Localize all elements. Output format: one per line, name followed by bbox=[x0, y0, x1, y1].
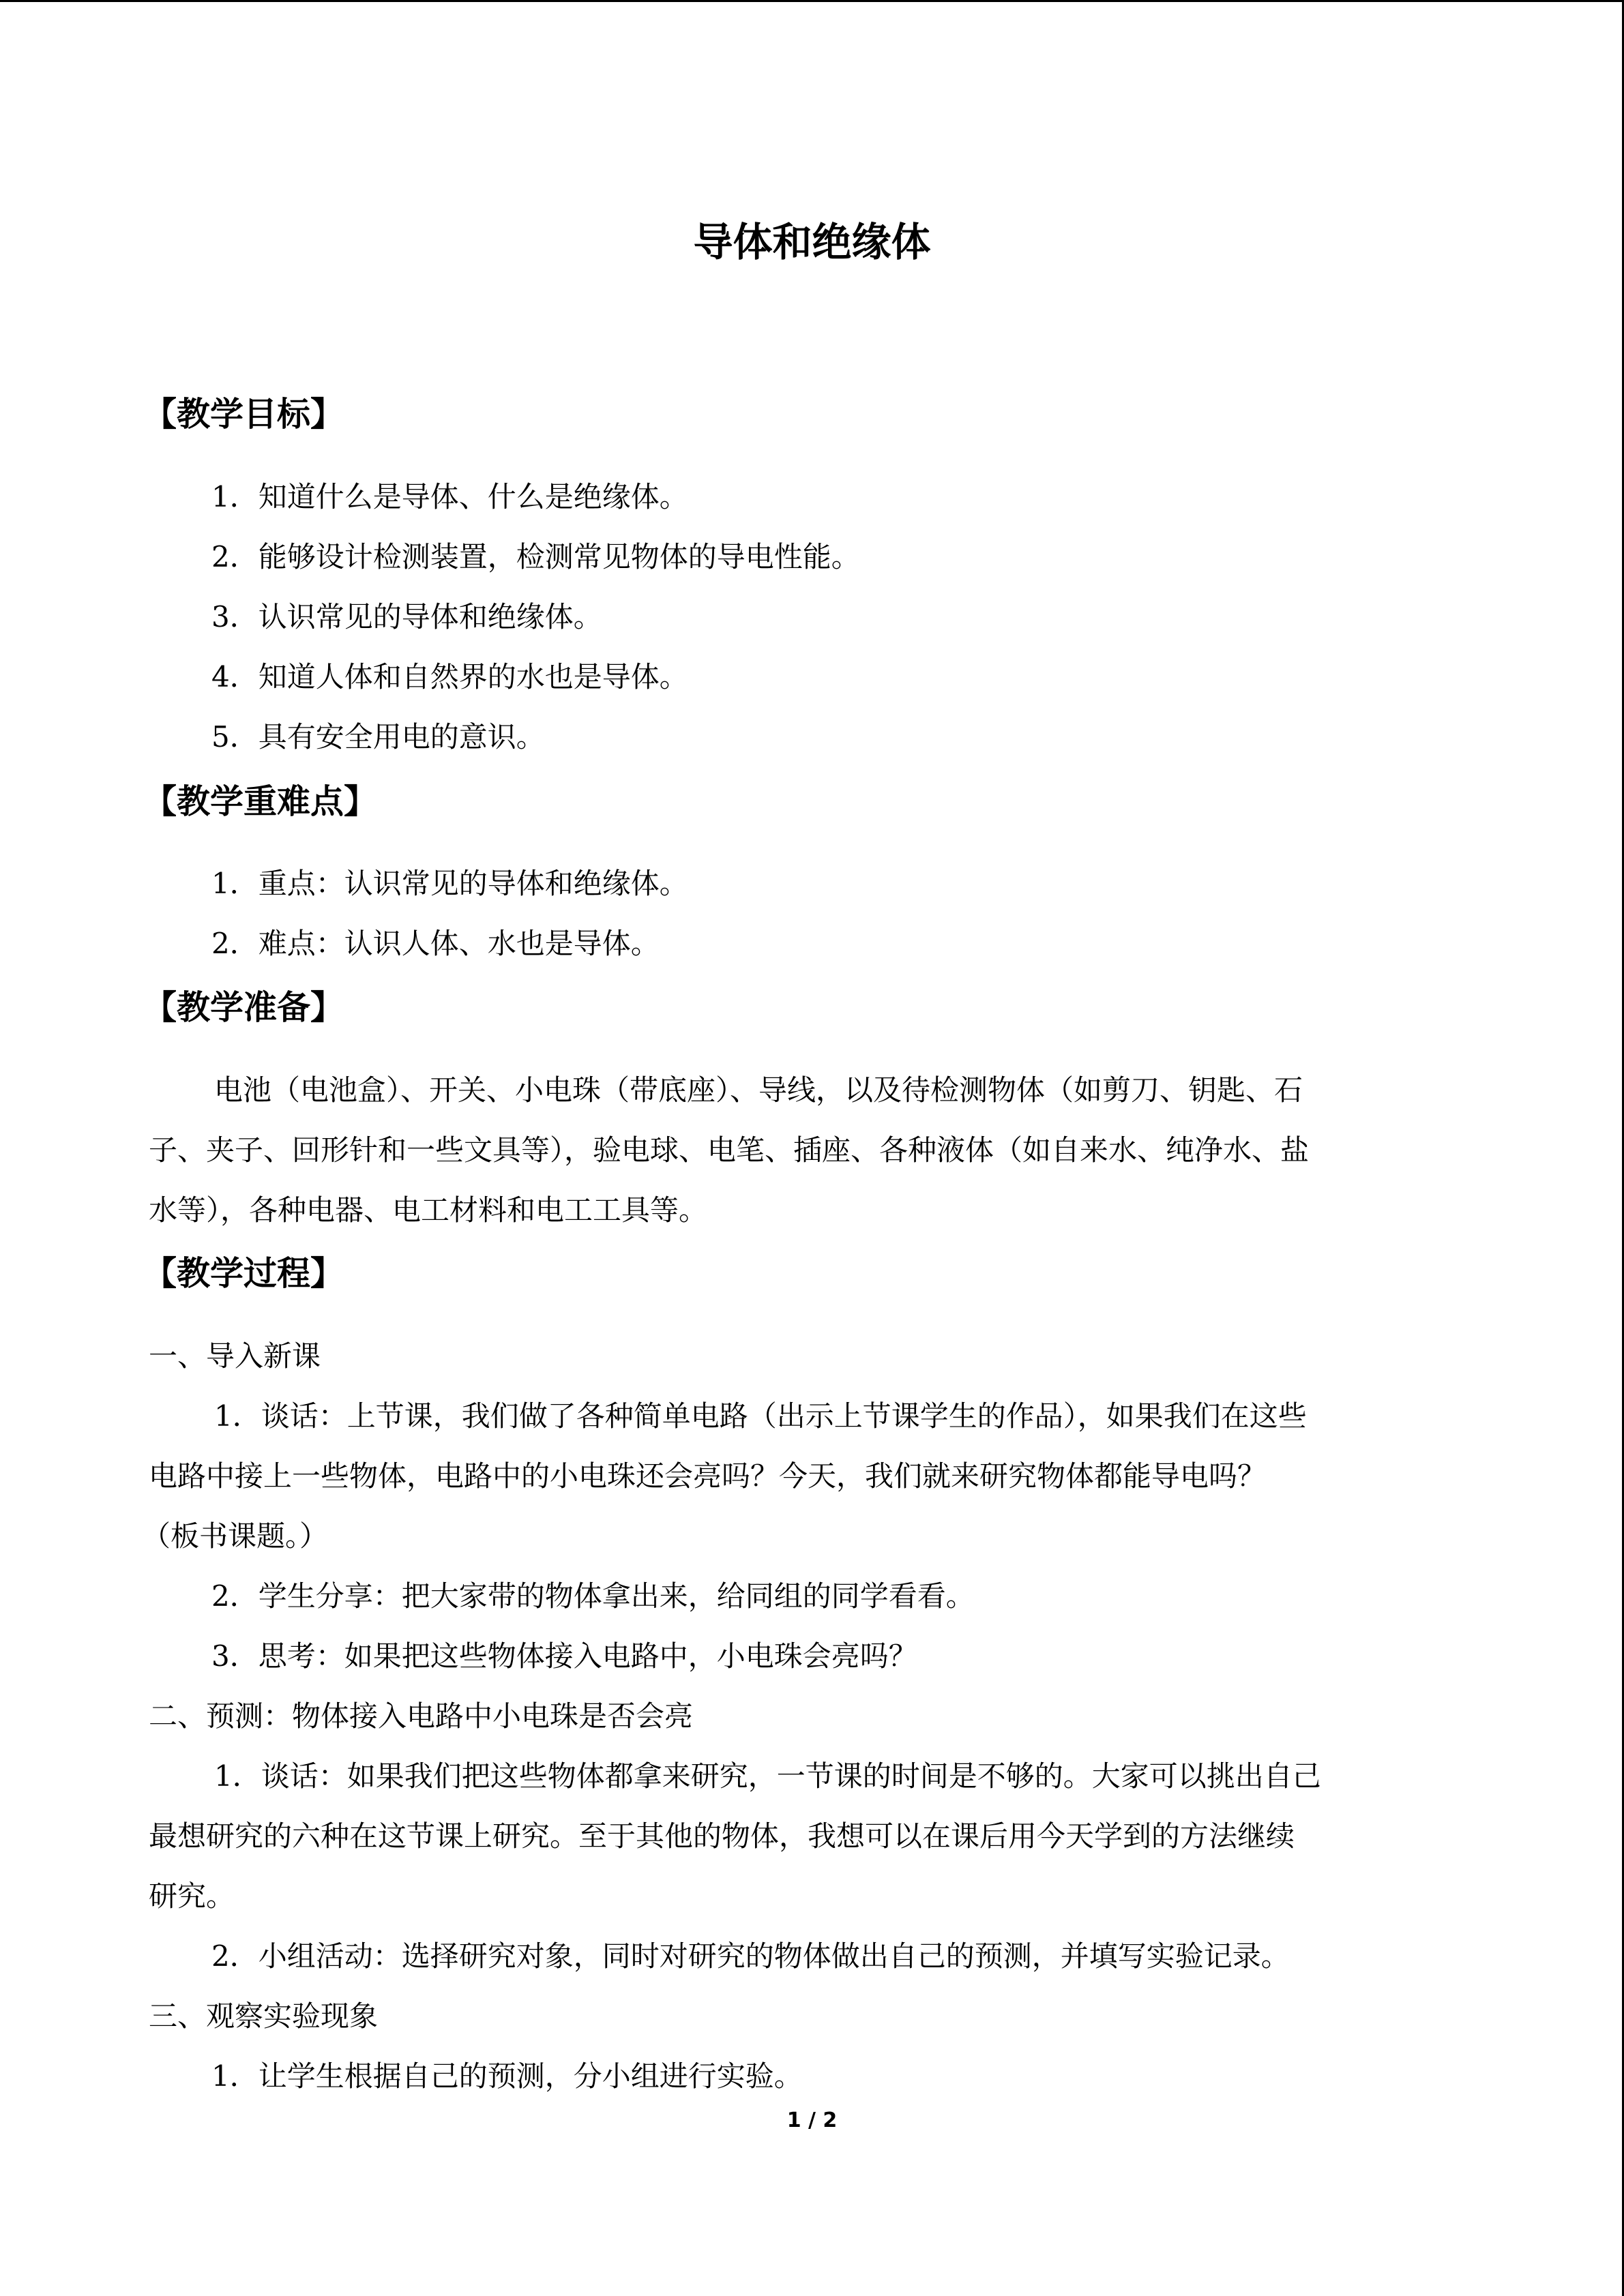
heading-process: 【教学过程】 bbox=[143, 1254, 344, 1293]
preparation-line: 电池（电池盒）、开关、小电珠（带底座）、导线，以及待检测物体（如剪刀、钥匙、石 bbox=[214, 1073, 1303, 1107]
key-point-item: 2．难点：认识人体、水也是导体。 bbox=[211, 927, 660, 960]
process-part3-title: 三、观察实验现象 bbox=[149, 1999, 379, 2033]
process-part3-item1: 1．让学生根据自己的预测，分小组进行实验。 bbox=[211, 2059, 803, 2093]
document-title: 导体和绝缘体 bbox=[693, 219, 931, 265]
process-part2-item1-line: 1．谈话：如果我们把这些物体都拿来研究，一节课的时间是不够的。大家可以挑出自己 bbox=[214, 1759, 1321, 1793]
objective-item: 3．认识常见的导体和绝缘体。 bbox=[211, 600, 602, 633]
process-part1-item1-line: 电路中接上一些物体，电路中的小电珠还会亮吗？今天，我们就来研究物体都能导电吗？ bbox=[149, 1459, 1267, 1493]
process-part2-item1-line: 研究。 bbox=[149, 1879, 235, 1913]
objective-item: 4．知道人体和自然界的水也是导体。 bbox=[211, 660, 688, 694]
heading-preparation: 【教学准备】 bbox=[143, 988, 344, 1027]
process-part1-item1-line: 1．谈话：上节课，我们做了各种简单电路（出示上节课学生的作品），如果我们在这些 bbox=[214, 1399, 1307, 1433]
objective-item: 5．具有安全用电的意识。 bbox=[211, 720, 545, 754]
process-part1-title: 一、导入新课 bbox=[149, 1339, 321, 1373]
key-point-item: 1．重点：认识常见的导体和绝缘体。 bbox=[211, 867, 688, 900]
process-part2-item1-line: 最想研究的六种在这节课上研究。至于其他的物体，我想可以在课后用今天学到的方法继续 bbox=[149, 1819, 1295, 1853]
heading-key-points: 【教学重难点】 bbox=[143, 782, 378, 821]
process-part2-item2: 2．小组活动：选择研究对象，同时对研究的物体做出自己的预测，并填写实验记录。 bbox=[211, 1939, 1290, 1973]
preparation-line: 水等），各种电器、电工材料和电工工具等。 bbox=[149, 1193, 708, 1227]
page-number: 1 / 2 bbox=[786, 2108, 838, 2132]
process-part1-item1-line: （板书课题。） bbox=[142, 1519, 329, 1553]
objective-item: 1．知道什么是导体、什么是绝缘体。 bbox=[211, 480, 688, 513]
process-part1-item2: 2．学生分享：把大家带的物体拿出来，给同组的同学看看。 bbox=[211, 1579, 975, 1613]
preparation-line: 子、夹子、回形针和一些文具等），验电球、电笔、插座、各种液体（如自来水、纯净水、盐 bbox=[149, 1133, 1310, 1167]
objective-item: 2．能够设计检测装置，检测常见物体的导电性能。 bbox=[211, 540, 860, 573]
process-part2-title: 二、预测：物体接入电路中小电珠是否会亮 bbox=[149, 1699, 694, 1733]
heading-objectives: 【教学目标】 bbox=[143, 395, 344, 434]
process-part1-item3: 3．思考：如果把这些物体接入电路中，小电珠会亮吗？ bbox=[211, 1639, 917, 1673]
